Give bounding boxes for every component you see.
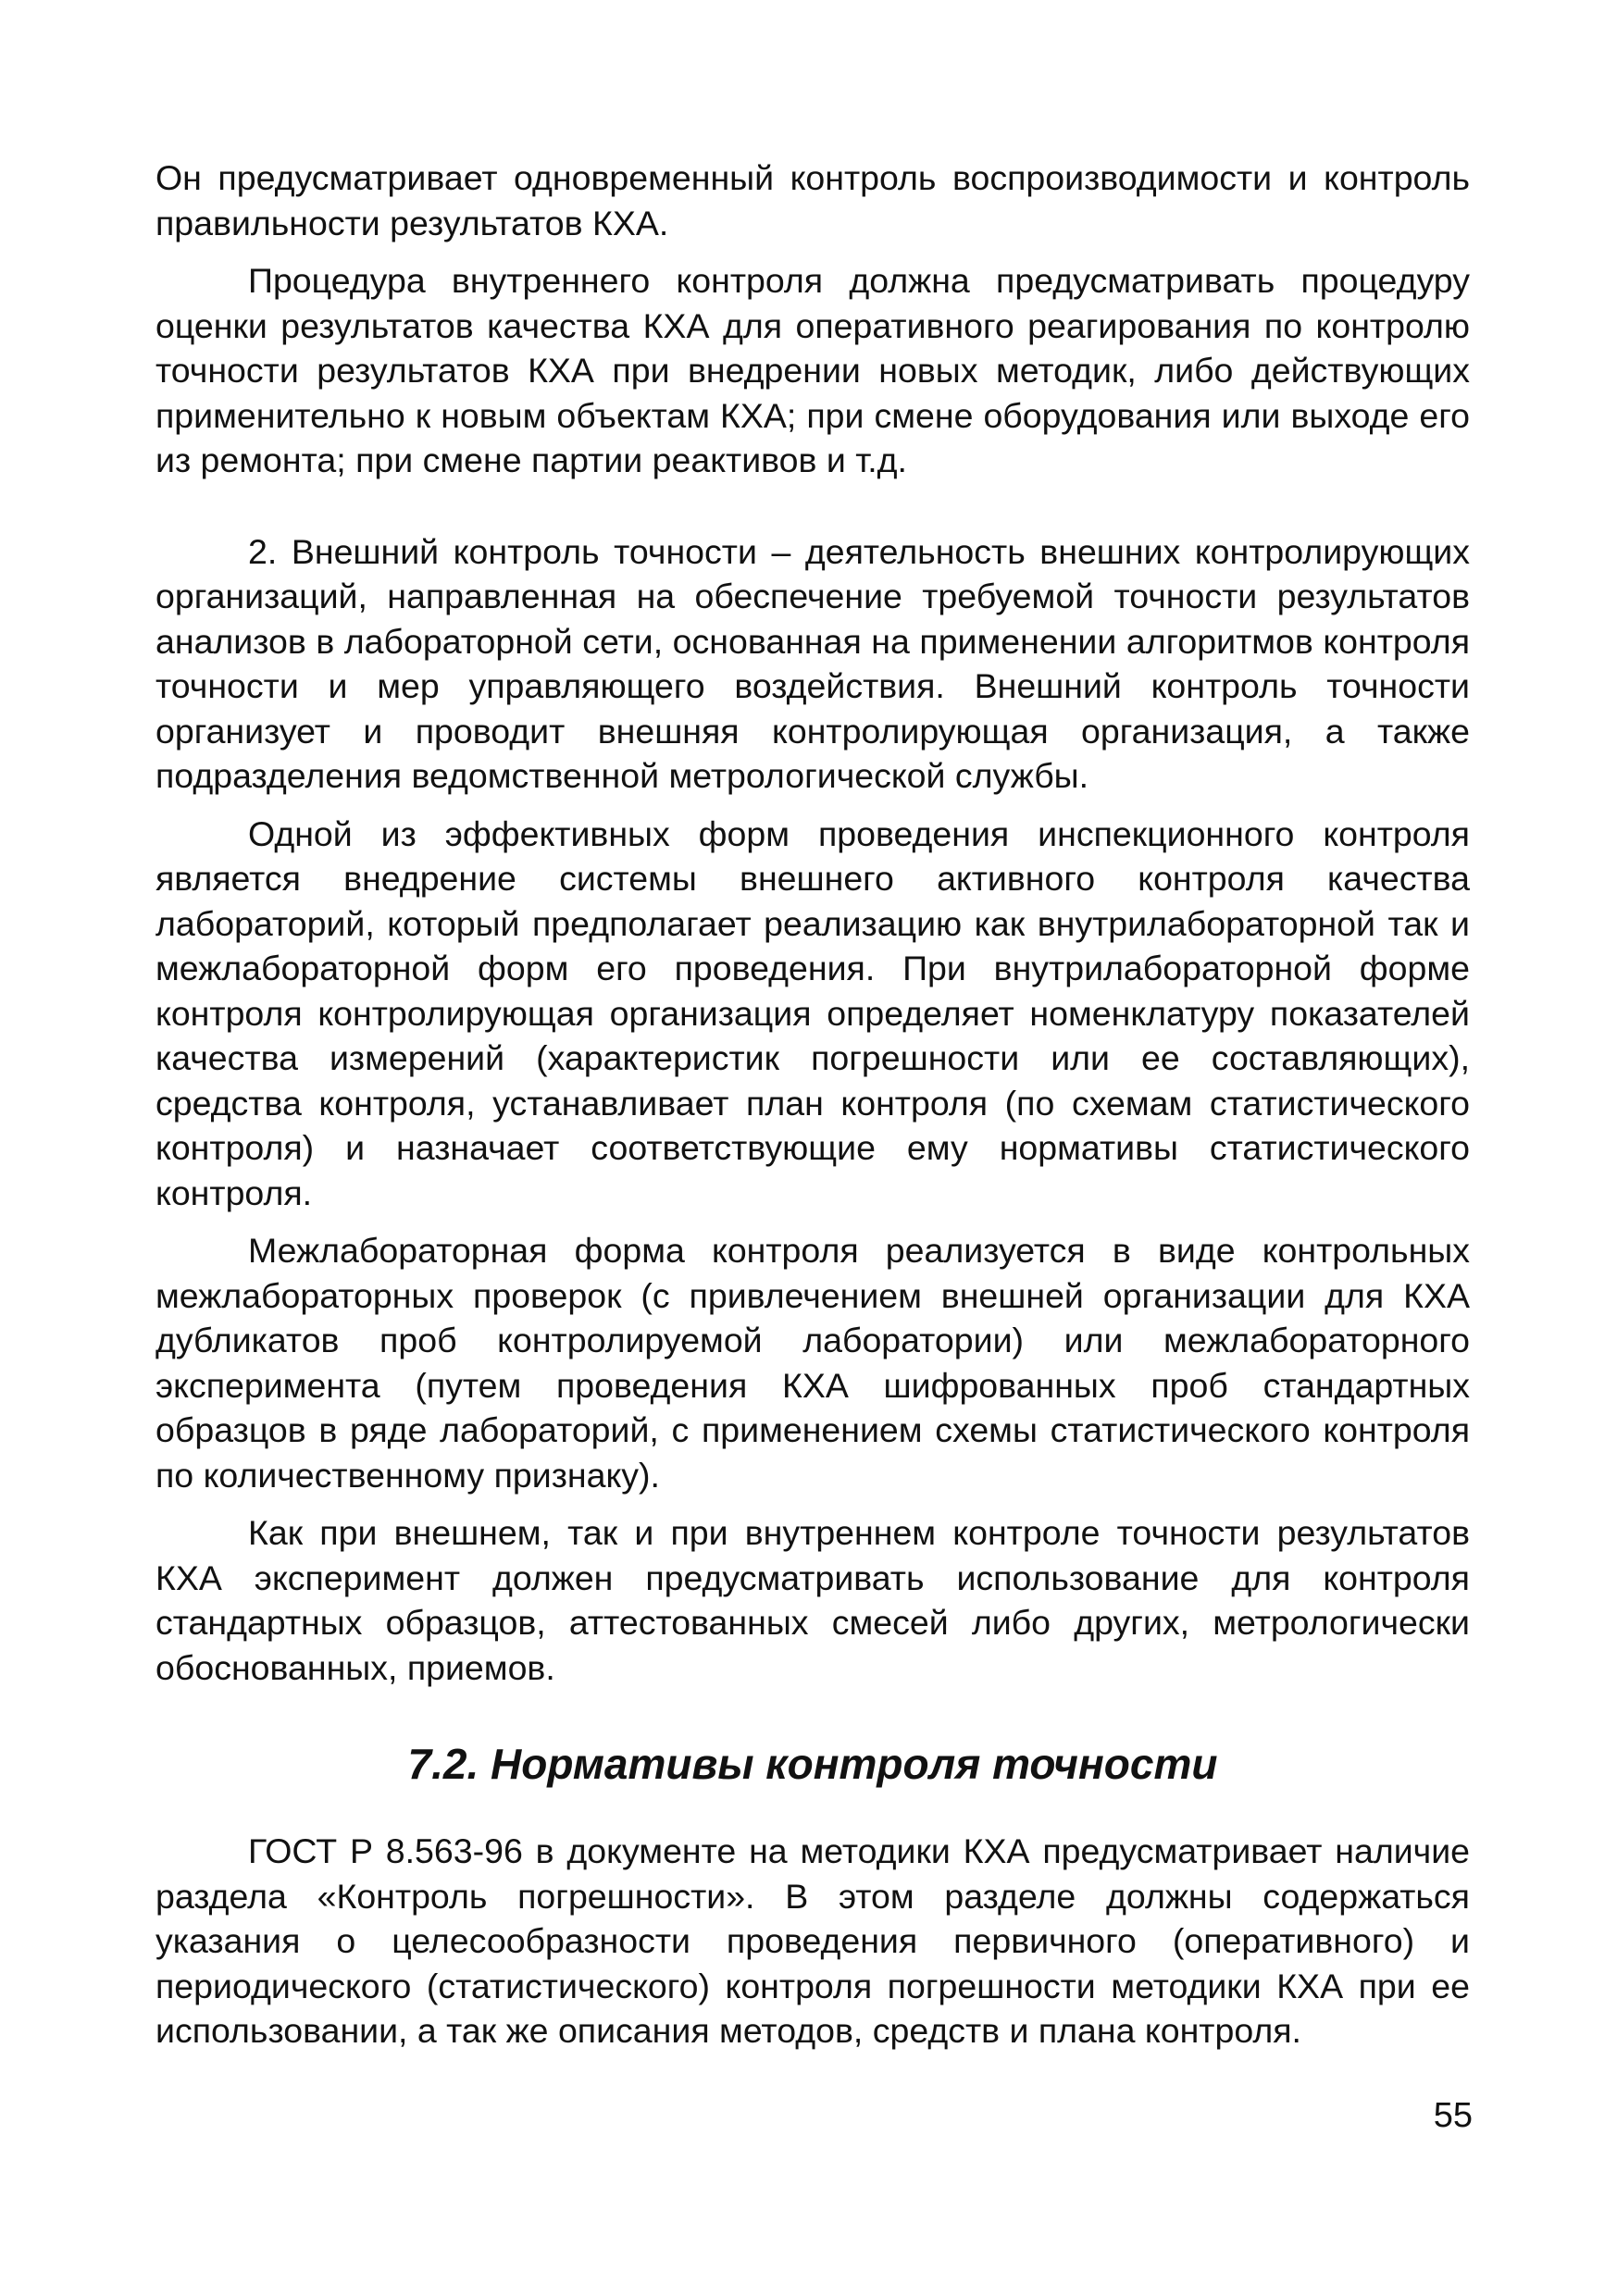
section-paragraph: ГОСТ Р 8.563-96 в документе на методики КХА предусматривает наличие раздела «Контроль погрешности». В этом разделе должны содержаться указания о целесообразности проведения первичного (оперативного) и периодического (статистического) контроля погрешности методики КХА при ее использовании, а так же описания методов, средств и плана контроля. [155, 1831, 1470, 2050]
paragraph-5: Межлабораторная форма контроля реализуется в виде контрольных межлабораторных проверок (с привлечением внешней организации для КХА дубликатов проб контролируемой лаборатории) или межлабораторного эксперимента (путем проведения КХА шифрованных проб стандартных образцов в ряде лабораторий, с применением схемы статистического контроля по количественному признаку). [155, 1231, 1470, 1495]
paragraph-3: 2. Внешний контроль точности – деятельность внешних контролирующих организаций, направленная на обеспечение требуемой точности результатов анализов в лабораторной сети, основанная на применении алгоритмов контроля точности и мер управляющего воздействия. Внешний контроль точности организует и проводит внешняя контролирующая организация, а также подразделения ведомственной метрологической службы. [155, 531, 1470, 795]
section-heading: 7.2. Нормативы контроля точности [407, 1740, 1218, 1788]
paragraph-6: Как при внешнем, так и при внутреннем контроле точности результатов КХА эксперимент должен предусматривать использование для контроля стандартных образцов, аттестованных смесей либо других, метрологически обоснованных, приемов. [155, 1513, 1470, 1687]
paragraph-4: Одной из эффективных форм проведения инспекционного контроля является внедрение системы внешнего активного контроля качества лабораторий, который предполагает реализацию как внутрилабораторной так и межлабораторной форм его проведения. При внутрилабораторной форме контроля контролирующая организация определяет номенклатуру показателей качества измерений (характеристик погрешности или ее составляющих), средства контроля, устанавливает план контроля (по схемам статистического контроля) и назначает соответствующие ему нормативы статистического контроля. [155, 813, 1470, 1212]
body-text [155, 155, 1470, 2054]
paragraph-2: Процедура внутреннего контроля должна предусматривать процедуру оценки результатов качества КХА для оперативного реагирования по контролю точности результатов КХА при внедрении новых методик, либо действующих применительно к новым объектам КХА; при смене оборудования или выходе его из ремонта; при смене партии реактивов и т.д. [155, 261, 1470, 479]
page-number: 55 [1433, 2096, 1473, 2135]
paragraph-1: Он предусматривает одновременный контроль воспроизводимости и контроль правильности результатов КХА. [155, 158, 1470, 242]
